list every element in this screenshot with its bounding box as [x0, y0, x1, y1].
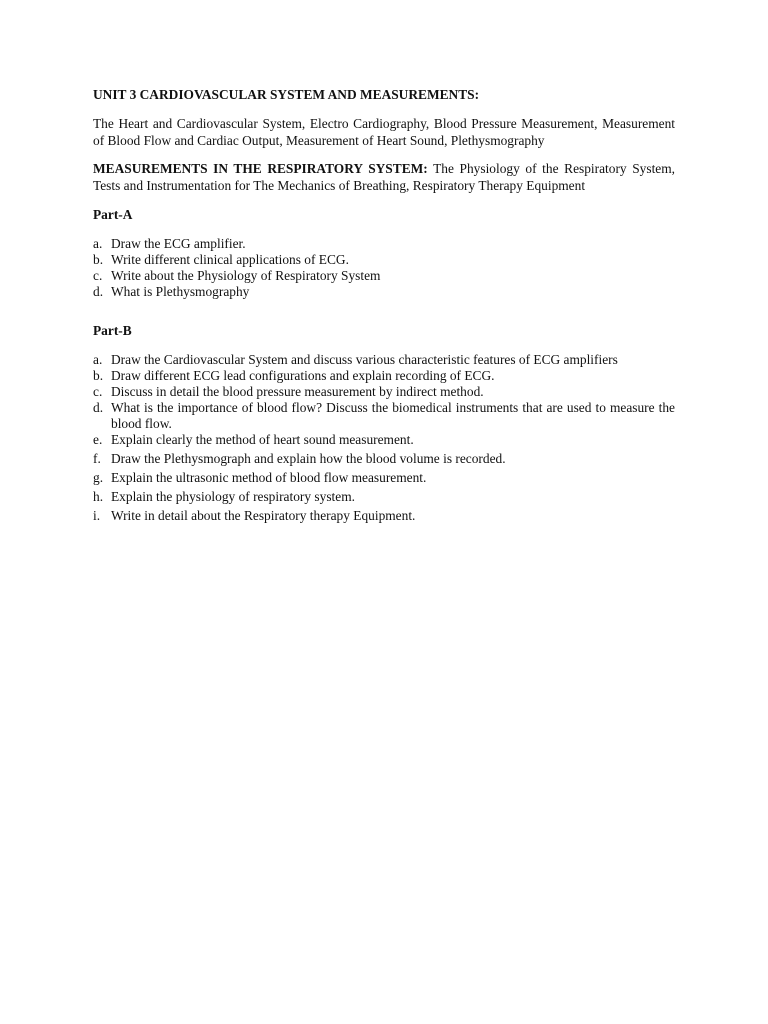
item-label: h.	[93, 489, 104, 504]
item-text: Discuss in detail the blood pressure measurement by indirect method.	[111, 384, 484, 399]
respiratory-section	[93, 160, 675, 194]
part-a-list	[93, 236, 675, 300]
item-label: b.	[93, 252, 104, 267]
part-b-heading: Part-B	[93, 323, 132, 338]
item-text: Draw the Plethysmograph and explain how the blood volume is recorded.	[111, 451, 506, 466]
item-text: What is Plethysmography	[111, 284, 250, 299]
item-text: Write different clinical applications of ECG.	[111, 252, 349, 267]
item-label: d.	[93, 284, 104, 299]
item-label: a.	[93, 352, 103, 367]
item-text: What is the importance of blood flow? Discuss the biomedical instruments that are used to measure the blood flow.	[111, 400, 675, 431]
list-item	[93, 352, 675, 368]
respiratory-heading: MEASUREMENTS IN THE RESPIRATORY SYSTEM:	[93, 161, 428, 176]
list-item	[93, 451, 675, 467]
unit-topics: The Heart and Cardiovascular System, Electro Cardiography, Blood Pressure Measurement, Measurement of Blood Flow and Cardiac Output, Measurement of Heart Sound, Plethysmography	[93, 116, 675, 148]
item-text: Draw the ECG amplifier.	[111, 236, 246, 251]
list-item	[93, 400, 675, 432]
list-item	[93, 284, 675, 300]
item-text: Explain the ultrasonic method of blood flow measurement.	[111, 470, 427, 485]
list-item	[93, 236, 675, 252]
item-label: g.	[93, 470, 104, 485]
part-b-list	[93, 352, 675, 524]
list-item	[93, 368, 675, 384]
item-label: c.	[93, 384, 103, 399]
item-label: a.	[93, 236, 103, 251]
list-item	[93, 252, 675, 268]
item-label: i.	[93, 508, 101, 523]
part-a-heading: Part-A	[93, 207, 133, 222]
item-label: f.	[93, 451, 101, 466]
item-text: Write in detail about the Respiratory therapy Equipment.	[111, 508, 416, 523]
list-item	[93, 489, 675, 505]
list-item	[93, 384, 675, 400]
unit-title: UNIT 3 CARDIOVASCULAR SYSTEM AND MEASUREMENTS:	[93, 87, 480, 102]
item-text: Explain clearly the method of heart sound measurement.	[111, 432, 414, 447]
item-text: Draw different ECG lead configurations and explain recording of ECG.	[111, 368, 495, 383]
list-item	[93, 432, 675, 448]
list-item	[93, 470, 675, 486]
item-text: Write about the Physiology of Respiratory System	[111, 268, 381, 283]
item-label: b.	[93, 368, 104, 383]
list-item	[93, 508, 675, 524]
item-label: c.	[93, 268, 103, 283]
list-item	[93, 268, 675, 284]
respiratory-topics: The Physiology of the Respiratory System, Tests and Instrumentation for The Mechanics of Breathing, Respiratory Therapy Equipment	[93, 161, 676, 193]
item-label: e.	[93, 432, 103, 447]
item-text: Draw the Cardiovascular System and discuss various characteristic features of ECG amplifiers	[111, 352, 618, 367]
item-text: Explain the physiology of respiratory system.	[111, 489, 355, 504]
document-page	[93, 86, 675, 524]
item-label: d.	[93, 400, 104, 415]
